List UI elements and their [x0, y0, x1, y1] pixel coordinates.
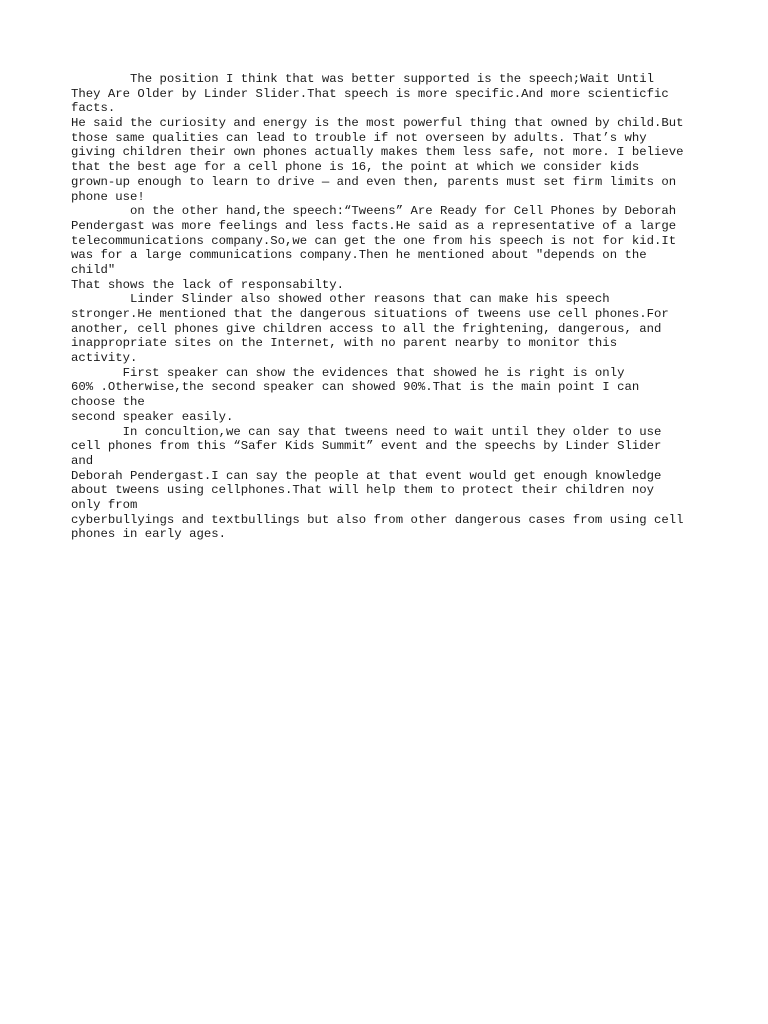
text-line: about tweens using cellphones.That will help them to protect their children noy: [71, 483, 654, 498]
text-line: 60% .Otherwise,the second speaker can showed 90%.That is the main point I can: [71, 380, 640, 395]
text-line: cell phones from this “Safer Kids Summit” event and the speechs by Linder Slider: [71, 439, 662, 454]
text-line: and: [71, 453, 94, 468]
text-line: on the other hand,the speech:“Tweens” Are Ready for Cell Phones by Deborah: [71, 204, 677, 219]
document-body: [71, 72, 711, 542]
text-line: only from: [71, 497, 138, 512]
text-line: those same qualities can lead to trouble if not overseen by adults. That’s why: [71, 130, 647, 145]
text-line: child": [71, 262, 116, 277]
text-line: In concultion,we can say that tweens need to wait until they older to use: [71, 424, 662, 439]
text-line: Pendergast was more feelings and less facts.He said as a representative of a large: [71, 218, 677, 233]
text-line: He said the curiosity and energy is the most powerful thing that owned by child.But: [71, 116, 684, 131]
text-line: was for a large communications company.Then he mentioned about "depends on the: [71, 248, 647, 263]
text-line: They Are Older by Linder Slider.That speech is more specific.And more scienticfic: [71, 86, 669, 101]
text-line: activity.: [71, 351, 138, 366]
text-line: giving children their own phones actually makes them less safe, not more. I believe: [71, 145, 684, 160]
text-line: choose the: [71, 395, 145, 410]
text-line: cyberbullyings and textbullings but also from other dangerous cases from using cell: [71, 512, 684, 527]
text-line: that the best age for a cell phone is 16, the point at which we consider kids: [71, 160, 640, 175]
text-line: facts.: [71, 101, 116, 116]
text-line: telecommunications company.So,we can get the one from his speech is not for kid.It: [71, 233, 677, 248]
text-line: That shows the lack of responsabilty.: [71, 277, 345, 292]
text-line: phones in early ages.: [71, 527, 226, 542]
text-line: grown-up enough to learn to drive — and even then, parents must set firm limits on: [71, 174, 677, 189]
text-line: second speaker easily.: [71, 409, 234, 424]
text-line: stronger.He mentioned that the dangerous situations of tweens use cell phones.For: [71, 307, 669, 321]
text-line: Linder Slinder also showed other reasons that can make his speech: [71, 292, 610, 307]
text-line: Deborah Pendergast.I can say the people at that event would get enough knowledge: [71, 468, 662, 483]
text-line: First speaker can show the evidences that showed he is right is only: [71, 365, 625, 380]
text-line: The position I think that was better supported is the speech;Wait Until: [71, 72, 654, 86]
text-line: another, cell phones give children access to all the frightening, dangerous, and: [71, 321, 662, 336]
text-line: phone use!: [71, 189, 145, 204]
text-line: inappropriate sites on the Internet, with no parent nearby to monitor this: [71, 336, 618, 351]
